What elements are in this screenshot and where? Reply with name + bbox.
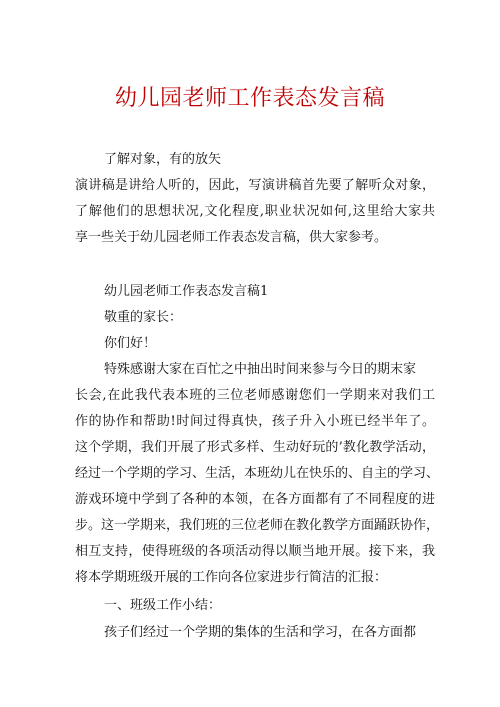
section-heading: 幼儿园老师工作表态发言稿1 [104, 284, 269, 299]
body-line: 享一些关于幼儿园老师工作表态发言稿，供大家参考。 [75, 230, 388, 245]
body-line: 特殊感谢大家在百忙之中抽出时间来参与今日的期末家 [104, 362, 417, 377]
paragraph-heading-intro: 了解对象，有的放矢 [104, 152, 222, 167]
body-line: 作的协作和帮助!时间过得真快，孩子升入小班已经半年了。 [75, 414, 435, 429]
salutation: 敬重的家长： [104, 310, 183, 325]
body-line: 游戏环境中学到了各种的本领，在各方面都有了不同程度的进 [75, 492, 435, 507]
body-line: 演讲稿是讲给人听的，因此，写演讲稿首先要了解听众对象， [75, 178, 435, 193]
body-line: 孩子们经过一个学期的集体的生活和学习，在各方面都 [104, 625, 417, 640]
document-title: 幼儿园老师工作表态发言稿 [114, 86, 385, 111]
greeting: 你们好！ [104, 336, 157, 351]
section-heading: 一、班级工作小结： [104, 598, 222, 613]
body-line: 步。这一学期来，我们班的三位老师在教化教学方面踊跃协作， [75, 518, 440, 533]
body-line: 经过一个学期的学习、生活，本班幼儿在快乐的、自主的学习、 [75, 466, 440, 481]
body-line: 长会,在此我代表本班的三位老师感谢您们一学期来对我们工 [75, 388, 435, 403]
body-line: 相互支持，使得班级的各项活动得以顺当地开展。接下来，我 [75, 544, 435, 559]
body-line: 了解他们的思想状况,文化程度,职业状况如何,这里给大家共 [75, 204, 435, 219]
body-line: 将本学期班级开展的工作向各位家进步行简洁的汇报： [75, 570, 388, 585]
body-line: 这个学期，我们开展了形式多样、生动好玩的’教化教学活动， [75, 440, 435, 455]
